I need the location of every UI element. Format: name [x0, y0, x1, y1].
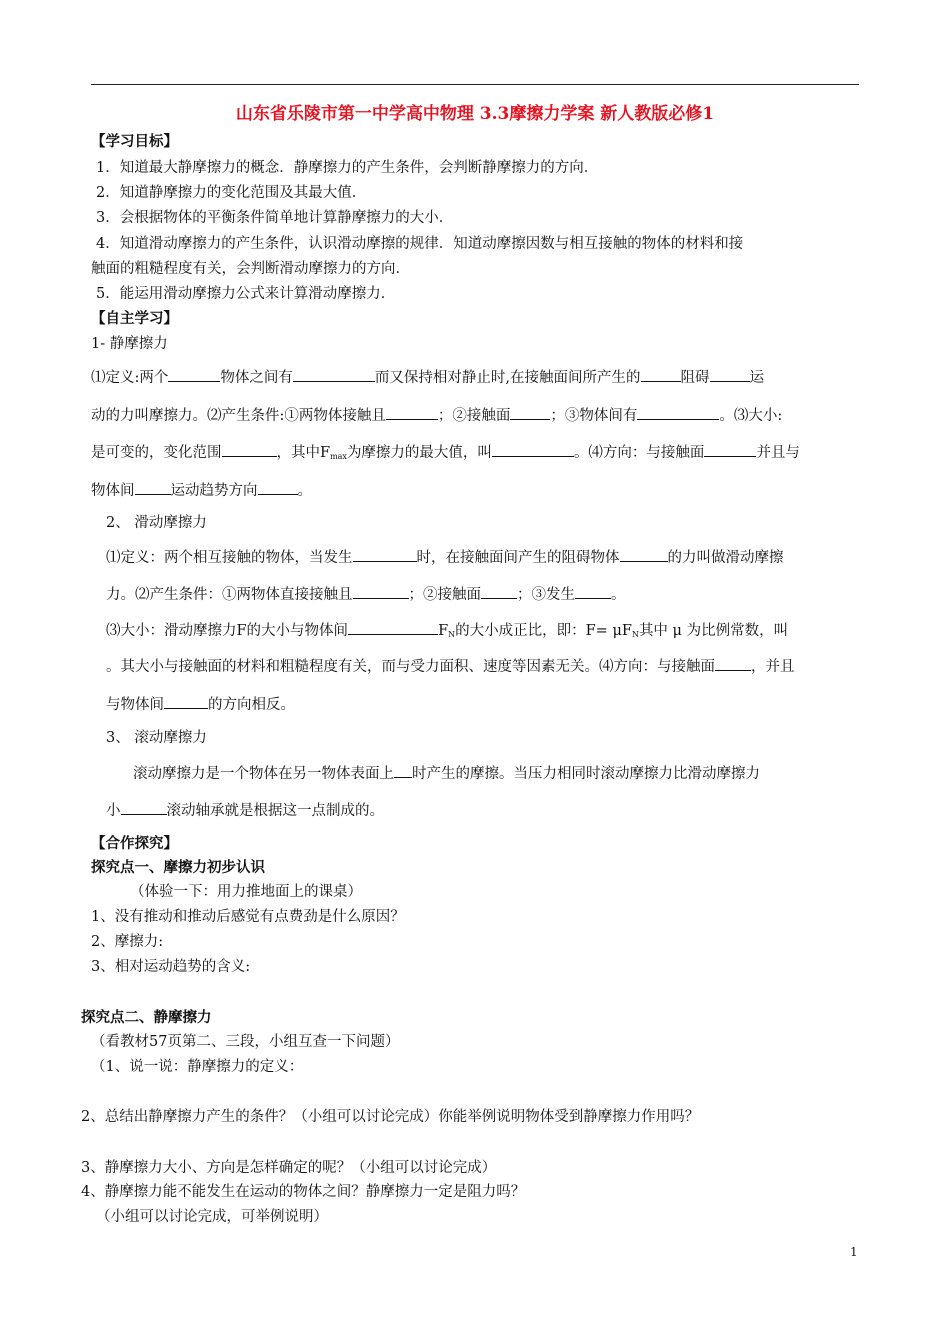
text-run: ；③发生 [517, 587, 575, 603]
static-friction-line-2 [91, 405, 782, 426]
section-title-static-friction: 1- 静摩擦力 [91, 336, 168, 352]
fill-blank[interactable] [222, 442, 277, 457]
fill-blank[interactable] [710, 367, 750, 382]
fill-blank[interactable] [481, 584, 517, 599]
text-run: 。⑶大小: [719, 408, 783, 424]
inquiry-point-1-title: 探究点一、摩擦力初步认识 [91, 859, 265, 876]
question-item: 2、总结出静摩擦力产生的条件？（小组可以讨论完成）你能举例说明物体受到静摩擦力作用吗？ [81, 1109, 700, 1125]
text-run: ，并且 [751, 659, 795, 675]
text-run: 阻碍 [680, 370, 710, 386]
self-study-heading: 【自主学习】 [91, 310, 178, 327]
fill-blank[interactable] [492, 442, 574, 457]
question-item: （小组可以讨论完成，可举例说明） [96, 1209, 328, 1225]
text-run: 并且与 [756, 445, 800, 461]
question-item: 3、相对运动趋势的含义: [91, 959, 251, 975]
question-item: （1、说一说：静摩擦力的定义： [91, 1059, 304, 1075]
inquiry-point-1-note: （体验一下：用力推地面上的课桌） [130, 884, 362, 900]
fill-blank[interactable] [620, 547, 668, 562]
fill-blank[interactable] [293, 367, 375, 382]
sliding-friction-line-3 [106, 620, 788, 645]
fill-blank[interactable] [510, 405, 550, 420]
fill-blank[interactable] [168, 367, 220, 382]
text-run: ⑴定义:两个 [91, 370, 169, 386]
fill-blank[interactable] [637, 405, 719, 420]
text-run: ⑶大小：滑动摩擦力F的大小与物体间 [106, 623, 349, 639]
static-friction-line-4 [91, 480, 312, 501]
fill-blank[interactable] [258, 480, 298, 495]
inquiry-point-2-note: （看教材57页第二、三段，小组互查一下问题） [91, 1034, 400, 1050]
text-run: 是可变的，变化范围 [91, 445, 222, 461]
subscript: N [631, 630, 639, 639]
fill-blank[interactable] [121, 800, 167, 815]
text-run: 。⑷方向：与接触面 [573, 445, 705, 461]
rolling-friction-line-1 [133, 763, 760, 784]
objective-item: 4．知道滑动摩擦力的产生条件，认识滑动摩擦的规律．知道动摩擦因数与相互接触的物体的材料和接 [96, 236, 744, 252]
document-title: 山东省乐陵市第一中学高中物理 3.3摩擦力学案 新人教版必修1 [235, 104, 715, 124]
fill-blank[interactable] [394, 763, 412, 778]
text-run: 与物体间 [106, 697, 164, 713]
fill-blank[interactable] [135, 480, 171, 495]
text-run: F [438, 623, 449, 639]
sliding-friction-line-1 [106, 547, 784, 568]
text-run: 的大小成正比，即：F= μF [455, 623, 632, 639]
text-run: 时产生的摩擦。当压力相同时滚动摩擦力比滑动摩擦力 [412, 766, 760, 782]
fill-blank[interactable] [704, 442, 756, 457]
text-run: ；②接触面 [437, 408, 511, 424]
objective-item: 2．知道静摩擦力的变化范围及其最大值． [96, 185, 367, 201]
text-run: ⑴定义：两个相互接触的物体，当发生 [106, 550, 353, 566]
text-run: ；③物体间有 [550, 408, 638, 424]
question-item: 3、静摩擦力大小、方向是怎样确定的呢？（小组可以讨论完成） [81, 1160, 497, 1176]
subscript: max [330, 452, 347, 461]
header-rule [91, 84, 859, 85]
objective-item: 1．知道最大静摩擦力的概念．静摩擦力的产生条件，会判断静摩擦力的方向． [96, 160, 599, 176]
objective-item: 5．能运用滑动摩擦力公式来计算滑动摩擦力． [96, 286, 396, 302]
text-run: ；②接触面 [408, 587, 481, 603]
text-run: 动的力叫摩擦力。⑵产生条件:①两物体接触且 [91, 408, 386, 424]
objective-item: 3．会根据物体的平衡条件简单地计算静摩擦力的大小． [96, 210, 454, 226]
fill-blank[interactable] [348, 620, 438, 635]
section-title-rolling-friction: 3、 滚动摩擦力 [106, 730, 207, 746]
text-run: 运 [749, 370, 764, 386]
objective-item: 触面的粗糙程度有关，会判断滑动摩擦力的方向． [91, 261, 410, 277]
sliding-friction-line-4 [106, 656, 795, 677]
objectives-heading: 【学习目标】 [91, 133, 178, 150]
fill-blank[interactable] [353, 547, 417, 562]
text-run: 其中 μ 为比例常数，叫 [638, 623, 789, 639]
fill-blank[interactable] [386, 405, 438, 420]
text-run: 力。⑵产生条件：①两物体直接接触且 [106, 587, 353, 603]
text-run: 物体间 [91, 483, 135, 499]
text-run: ，其中F [276, 445, 331, 461]
text-run: 的力叫做滑动摩擦 [667, 550, 784, 566]
rolling-friction-line-2 [106, 800, 384, 821]
text-run: 。 [297, 483, 312, 499]
section-title-sliding-friction: 2、 滑动摩擦力 [106, 515, 207, 531]
fill-blank[interactable] [575, 584, 611, 599]
text-run: 时，在接触面间产生的阻碍物体 [416, 550, 620, 566]
text-run: 物体之间有 [220, 370, 293, 386]
static-friction-line-3 [91, 442, 800, 467]
sliding-friction-line-2 [106, 584, 626, 605]
fill-blank[interactable] [715, 656, 751, 671]
fill-blank[interactable] [353, 584, 409, 599]
text-run: 的方向相反。 [208, 697, 295, 713]
text-run: 运动趋势方向 [170, 483, 258, 499]
text-run: 而又保持相对静止时,在接触面间所产生的 [374, 370, 641, 386]
static-friction-line-1 [91, 367, 764, 388]
text-run: 滚动轴承就是根据这一点制成的。 [166, 803, 384, 819]
text-run: 。 [611, 587, 626, 603]
inquiry-point-2-title: 探究点二、静摩擦力 [81, 1009, 212, 1026]
cooperative-heading: 【合作探究】 [91, 835, 178, 852]
sliding-friction-line-5 [106, 694, 295, 715]
page-number: 1 [850, 1245, 858, 1259]
subscript: N [448, 630, 456, 639]
text-run: 。其大小与接触面的材料和粗糙程度有关，而与受力面积、速度等因素无关。⑷方向：与接触面 [106, 659, 715, 675]
text-run: 滚动摩擦力是一个物体在另一物体表面上 [133, 766, 394, 782]
question-item: 2、摩擦力: [91, 934, 164, 950]
text-run: 为摩擦力的最大值，叫 [346, 445, 492, 461]
question-item: 4、静摩擦力能不能发生在运动的物体之间？静摩擦力一定是阻力吗？ [81, 1184, 526, 1200]
fill-blank[interactable] [164, 694, 208, 709]
fill-blank[interactable] [641, 367, 681, 382]
question-item: 1、没有推动和推动后感觉有点费劲是什么原因？ [91, 909, 405, 925]
text-run: 小 [106, 803, 121, 819]
